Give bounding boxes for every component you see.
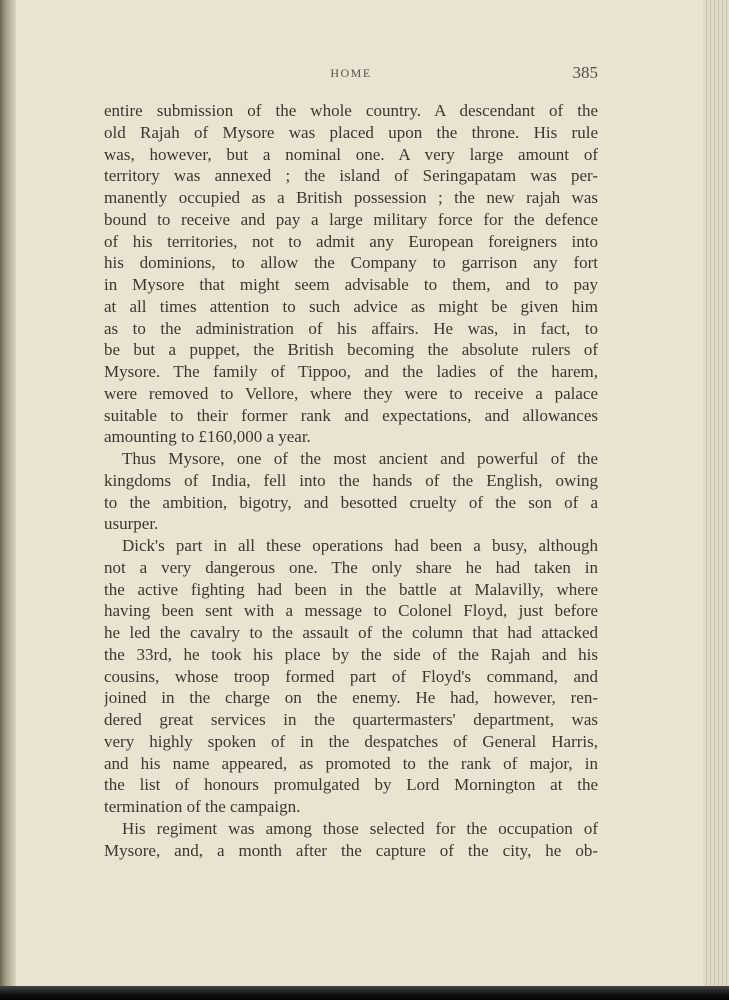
text-line: old Rajah of Mysore was placed upon the throne. His rule: [104, 122, 598, 142]
text-line: he led the cavalry to the assault of the column that had attacked: [104, 623, 598, 642]
text-line: the active fighting had been in the battle at Malavilly, where: [104, 579, 598, 599]
text-line: His regiment was among those selected for the occupation of: [122, 818, 598, 838]
text-line: Thus Mysore, one of the most ancient and powerful of the: [122, 449, 598, 468]
text-line: dered great services in the quartermasters' department, was: [104, 710, 598, 729]
text-line: not a very dangerous one. The only share he had taken in: [104, 557, 598, 577]
text-line: very highly spoken of in the despatches of General Harris,: [104, 731, 598, 751]
text-line: to the ambition, bigotry, and besotted cruelty of the son of a: [104, 492, 598, 512]
text-line: and his name appeared, as promoted to the rank of major, in: [104, 753, 598, 773]
text-line: usurper.: [104, 514, 159, 534]
text-line: of his territories, not to admit any European foreigners into: [104, 231, 598, 251]
text-line: manently occupied as a British possession ; the new rajah was: [104, 188, 598, 207]
text-line: having been sent with a message to Colonel Floyd, just before: [104, 601, 598, 621]
text-line: joined in the charge on the enemy. He had, however, ren-: [104, 688, 598, 708]
text-line: Mysore, and, a month after the capture of the city, he ob-: [104, 840, 598, 860]
text-line: was, however, but a nominal one. A very large amount of: [104, 144, 598, 164]
text-line: cousins, whose troop formed part of Floyd's command, and: [104, 666, 598, 686]
text-line: the list of honours promulgated by Lord Mornington at the: [104, 775, 598, 795]
text-line: termination of the campaign.: [104, 797, 301, 816]
text-line: kingdoms of India, fell into the hands of the English, owing: [104, 470, 598, 490]
text-line: amounting to £160,000 a year.: [104, 427, 311, 447]
text-line: territory was annexed ; the island of Seringapatam was per-: [104, 166, 598, 186]
text-line: the 33rd, he took his place by the side of the Rajah and his: [104, 644, 598, 664]
text-line: bound to receive and pay a large military force for the defence: [104, 209, 598, 229]
book-spine-shadow: [0, 0, 16, 1000]
body-text: [104, 100, 598, 861]
text-line: Dick's part in all these operations had been a busy, although: [122, 536, 598, 555]
text-line: at all times attention to such advice as might be given him: [104, 296, 598, 316]
text-line: suitable to their former rank and expectations, and allowances: [104, 405, 598, 425]
text-line: as to the administration of his affairs. He was, in fact, to: [104, 318, 598, 338]
text-line: Mysore. The family of Tippoo, and the ladies of the harem,: [104, 362, 598, 381]
page-number: 385: [572, 63, 598, 82]
page-edges: [703, 0, 729, 1000]
text-line: his dominions, to allow the Company to garrison any fort: [104, 253, 598, 273]
text-line: be but a puppet, the British becoming the absolute rulers of: [104, 340, 598, 360]
text-line: in Mysore that might seem advisable to them, and to pay: [104, 275, 598, 294]
page-header: [104, 63, 598, 83]
text-line: were removed to Vellore, where they were to receive a palace: [104, 383, 598, 403]
text-line: entire submission of the whole country. A descendant of the: [104, 101, 598, 120]
running-head: HOME: [330, 66, 372, 80]
page-bottom-edge: [0, 986, 729, 1000]
